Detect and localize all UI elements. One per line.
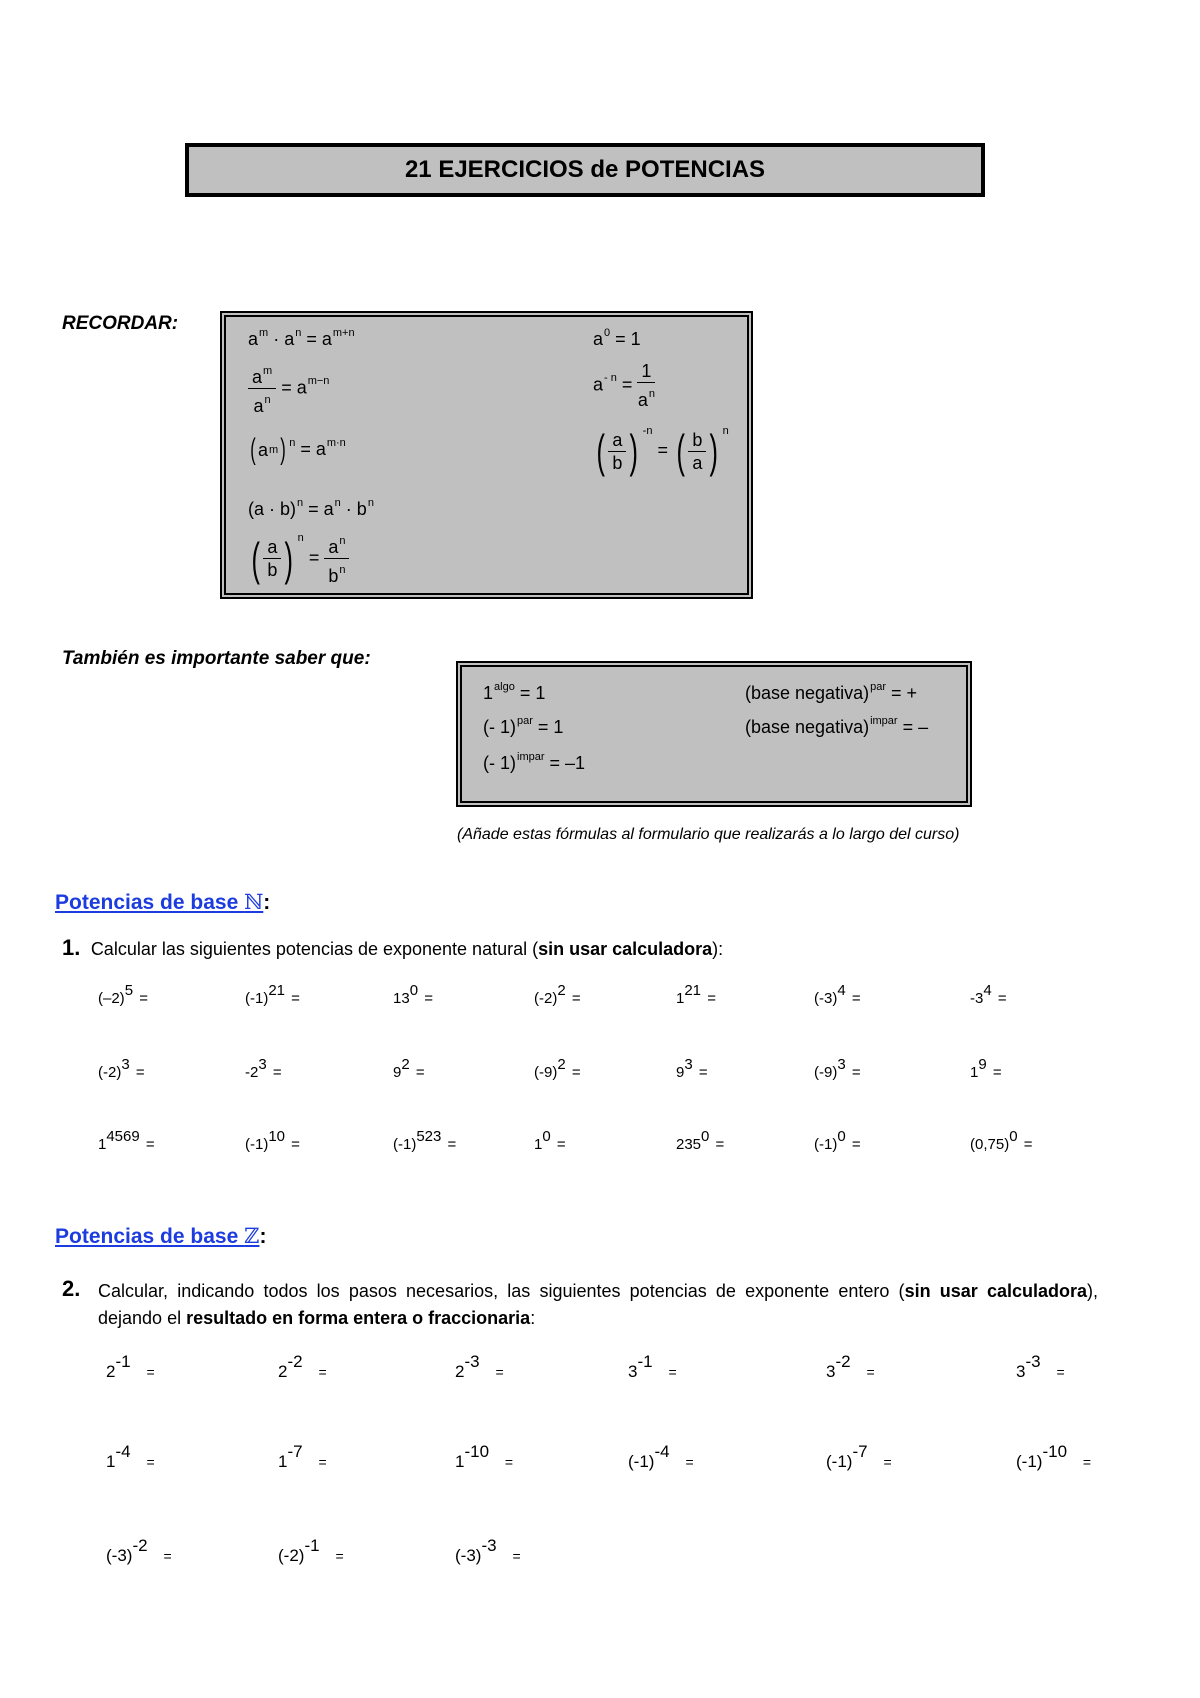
rule-minus-one-odd: (- 1)$^{impar}$ = –1 [483, 751, 586, 773]
exercise-exponent: -2 [287, 1352, 303, 1371]
question-1-text: Calcular las siguientes potencias de exponente natural (sin usar calculadora): [90, 939, 724, 959]
exercise-item [814, 982, 861, 1007]
exercise-equals: = [847, 1136, 861, 1153]
exercise-equals: = [847, 1064, 861, 1081]
exercise-item [278, 1536, 344, 1566]
exercise-exponent: -10 [464, 1442, 490, 1461]
exercise-equals: = [508, 1548, 521, 1564]
exercise-base: -2 [245, 1064, 259, 1081]
exercise-base: 1 [278, 1452, 288, 1471]
exercise-exponent: -3 [1025, 1352, 1041, 1371]
exercise-item [970, 1128, 1032, 1153]
exercise-item [628, 1442, 694, 1472]
exercise-item [970, 1056, 1002, 1081]
exercise-item [98, 982, 148, 1007]
formula-product-rule: $a^m \cdot a^n = a^{m+n}$ [248, 327, 355, 349]
question-1 [62, 935, 723, 961]
exercise-base: 9 [676, 1064, 685, 1081]
exercise-base: 3 [628, 1362, 638, 1381]
exercise-equals: = [142, 1364, 155, 1380]
exercise-equals: = [131, 1064, 145, 1081]
exercise-item [393, 982, 433, 1007]
exercise-base: (-3) [455, 1546, 482, 1565]
exercise-equals: = [879, 1454, 892, 1470]
exercise-equals: = [420, 990, 433, 1007]
exercise-base: 1 [455, 1452, 465, 1471]
exercise-base: (-1) [245, 990, 269, 1007]
exercise-equals: = [314, 1454, 327, 1470]
exercise-exponent: 4569 [106, 1128, 140, 1145]
rule-one-power: $1^{algo} = 1$ [483, 681, 546, 703]
exercise-item [455, 1442, 513, 1472]
exercise-item [970, 982, 1007, 1007]
exercise-equals: = [141, 1136, 155, 1153]
exercise-item [676, 1128, 724, 1153]
exercise-equals: = [331, 1548, 344, 1564]
section-natural-heading: Potencias de base ℕ: [55, 890, 271, 914]
exercise-exponent: -1 [304, 1536, 320, 1555]
formula-inverse-fraction: ( $\frac{a}{b}$ ) $^{-n}$ = ( $\frac{b}{a}$ ) $^n$ [596, 425, 729, 478]
formula-power-of-power: ( a m ) $^n = a^{m\cdot n}$ [250, 433, 346, 466]
exercise-item [278, 1442, 327, 1472]
exercise-exponent: -10 [1042, 1442, 1068, 1461]
exercise-item [534, 1056, 581, 1081]
exercise-exponent: 0 [701, 1128, 710, 1145]
exercise-base: 2 [106, 1362, 116, 1381]
exercise-equals: = [491, 1364, 504, 1380]
exercise-equals: = [703, 990, 716, 1007]
exercise-base: 1 [98, 1136, 107, 1153]
exercise-exponent: 0 [542, 1128, 551, 1145]
section-integer-heading: Potencias de base ℤ: [55, 1224, 267, 1248]
exercise-equals: = [988, 1064, 1002, 1081]
exercise-exponent: 2 [401, 1056, 410, 1073]
exercise-base: 2 [278, 1362, 288, 1381]
exercise-exponent: -4 [654, 1442, 670, 1461]
exercise-equals: = [159, 1548, 172, 1564]
exercise-equals: = [694, 1064, 708, 1081]
exercise-equals: = [552, 1136, 566, 1153]
exercise-item [1016, 1442, 1091, 1472]
exercise-item [98, 1056, 145, 1081]
rule-minus-one-even: (- 1)$^{par}$ = 1 [483, 715, 564, 737]
exercise-equals: = [862, 1364, 875, 1380]
formula-quotient-power: ( $\frac{a}{b}$ ) $^n$ = $\frac{a^n}{b^n}$ [248, 530, 349, 587]
exercise-base: (-2) [534, 990, 558, 1007]
exercise-equals: = [567, 990, 581, 1007]
exercise-base: 13 [393, 990, 410, 1007]
exercise-equals: = [681, 1454, 694, 1470]
exercise-exponent: 3 [258, 1056, 267, 1073]
formulario-note: (Añade estas fórmulas al formulario que realizarás a lo largo del curso) [457, 826, 960, 843]
tambien-formula-box [456, 661, 972, 807]
exercise-base: 235 [676, 1136, 702, 1153]
exercise-item [245, 982, 300, 1007]
recordar-formula-box [220, 311, 753, 599]
exercise-item [455, 1536, 521, 1566]
exercise-base: 1 [676, 990, 685, 1007]
exercise-base: (-2) [278, 1546, 305, 1565]
exercise-item [534, 982, 581, 1007]
exercise-exponent: 0 [1009, 1128, 1018, 1145]
exercise-base: (-9) [534, 1064, 558, 1081]
exercise-equals: = [501, 1454, 514, 1470]
exercise-equals: = [664, 1364, 677, 1380]
recordar-label: RECORDAR: [62, 313, 179, 334]
exercise-item [106, 1536, 172, 1566]
exercise-base: (-1) [628, 1452, 655, 1471]
exercise-item [826, 1442, 892, 1472]
exercise-equals: = [567, 1064, 581, 1081]
exercise-exponent: 3 [121, 1056, 130, 1073]
exercise-exponent: 10 [268, 1128, 286, 1145]
exercise-equals: = [711, 1136, 725, 1153]
exercise-base: (-2) [98, 1064, 122, 1081]
exercise-exponent: 0 [409, 982, 419, 999]
rule-negative-base-odd: (base negativa)$^{impar}$ = – [745, 715, 929, 737]
exercise-item [455, 1352, 504, 1382]
exercise-item [814, 1056, 861, 1081]
exercise-exponent: 3 [684, 1056, 693, 1073]
exercise-equals: = [1079, 1454, 1092, 1470]
exercise-equals: = [142, 1454, 155, 1470]
exercise-exponent: 2 [557, 982, 566, 999]
exercise-item [393, 1056, 425, 1081]
exercise-base: (0,75) [970, 1136, 1010, 1153]
exercise-base: 2 [455, 1362, 465, 1381]
exercise-exponent: -3 [464, 1352, 480, 1371]
exercise-item [534, 1128, 566, 1153]
exercise-exponent: 4 [983, 982, 992, 999]
question-2-number: 2. [62, 1276, 81, 1301]
rule-negative-base-even: (base negativa)$^{par}$ = + [745, 681, 918, 703]
page-title: 21 EJERCICIOS de POTENCIAS [185, 143, 985, 197]
exercise-item [826, 1352, 875, 1382]
exercise-base: (-1) [814, 1136, 838, 1153]
exercise-exponent: -7 [852, 1442, 868, 1461]
formula-negative-exponent: $a^{- n}$ = $\frac{1}{a^n}$ [593, 361, 655, 410]
exercise-base: 1 [534, 1136, 543, 1153]
exercise-equals: = [1019, 1136, 1033, 1153]
exercise-base: 3 [826, 1362, 836, 1381]
exercise-exponent: 0 [837, 1128, 846, 1145]
exercise-base: (-1) [393, 1136, 417, 1153]
exercise-exponent: -1 [637, 1352, 653, 1371]
exercise-equals: = [287, 1136, 300, 1153]
exercise-base: (–2) [98, 990, 125, 1007]
formula-quotient-rule: $\frac{a^m}{a^n}$ = $a^{m-n}$ [248, 360, 329, 417]
exercise-item [278, 1352, 327, 1382]
formula-zero-exponent: $a^0 = 1$ [593, 327, 641, 349]
exercise-exponent: 21 [268, 982, 286, 999]
exercise-item [245, 1128, 300, 1153]
exercise-base: (-9) [814, 1064, 838, 1081]
question-2-text: Calcular, indicando todos los pasos necesarios, las siguientes potencias de exponente entero (sin usar calculadora), dejando el resultado en forma entera o fraccionaria: [98, 1281, 1098, 1328]
exercise-exponent: 4 [837, 982, 846, 999]
exercise-item [676, 1056, 708, 1081]
exercise-base: (-1) [245, 1136, 269, 1153]
exercise-exponent: -1 [115, 1352, 131, 1371]
exercise-exponent: 5 [124, 982, 134, 999]
exercise-exponent: 21 [684, 982, 702, 999]
exercise-base: 1 [106, 1452, 116, 1471]
exercise-equals: = [287, 990, 300, 1007]
formula-product-power: $(a \cdot b)^n = a^n \cdot b^n$ [248, 497, 374, 519]
exercise-base: (-3) [106, 1546, 133, 1565]
exercise-exponent: 9 [978, 1056, 987, 1073]
exercise-equals: = [1052, 1364, 1065, 1380]
exercise-item [1016, 1352, 1065, 1382]
exercise-exponent: 523 [416, 1128, 442, 1145]
question-1-number: 1. [62, 935, 81, 960]
exercise-item [676, 982, 716, 1007]
exercise-item [628, 1352, 677, 1382]
exercise-base: 3 [1016, 1362, 1026, 1381]
exercise-item [245, 1056, 282, 1081]
exercise-item [393, 1128, 456, 1153]
exercise-base: (-3) [814, 990, 838, 1007]
exercise-equals: = [847, 990, 861, 1007]
exercise-exponent: -3 [481, 1536, 497, 1555]
exercise-equals: = [411, 1064, 425, 1081]
exercise-equals: = [443, 1136, 457, 1153]
exercise-exponent: -2 [132, 1536, 148, 1555]
exercise-base: 1 [970, 1064, 979, 1081]
exercise-exponent: 3 [837, 1056, 846, 1073]
exercise-item [106, 1352, 155, 1382]
exercise-exponent: 2 [557, 1056, 566, 1073]
exercise-item [814, 1128, 861, 1153]
exercise-item [106, 1442, 155, 1472]
exercise-base: (-1) [826, 1452, 853, 1471]
exercise-equals: = [268, 1064, 282, 1081]
exercise-base: 9 [393, 1064, 402, 1081]
exercise-base: (-1) [1016, 1452, 1043, 1471]
exercise-exponent: -2 [835, 1352, 851, 1371]
tambien-label: También es importante saber que: [62, 648, 371, 669]
exercise-equals: = [135, 990, 148, 1007]
exercise-exponent: -4 [115, 1442, 131, 1461]
exercise-equals: = [314, 1364, 327, 1380]
question-2 [62, 1278, 1098, 1332]
exercise-item [98, 1128, 155, 1153]
exercise-exponent: -7 [287, 1442, 303, 1461]
exercise-base: -3 [970, 990, 984, 1007]
exercise-equals: = [993, 990, 1007, 1007]
